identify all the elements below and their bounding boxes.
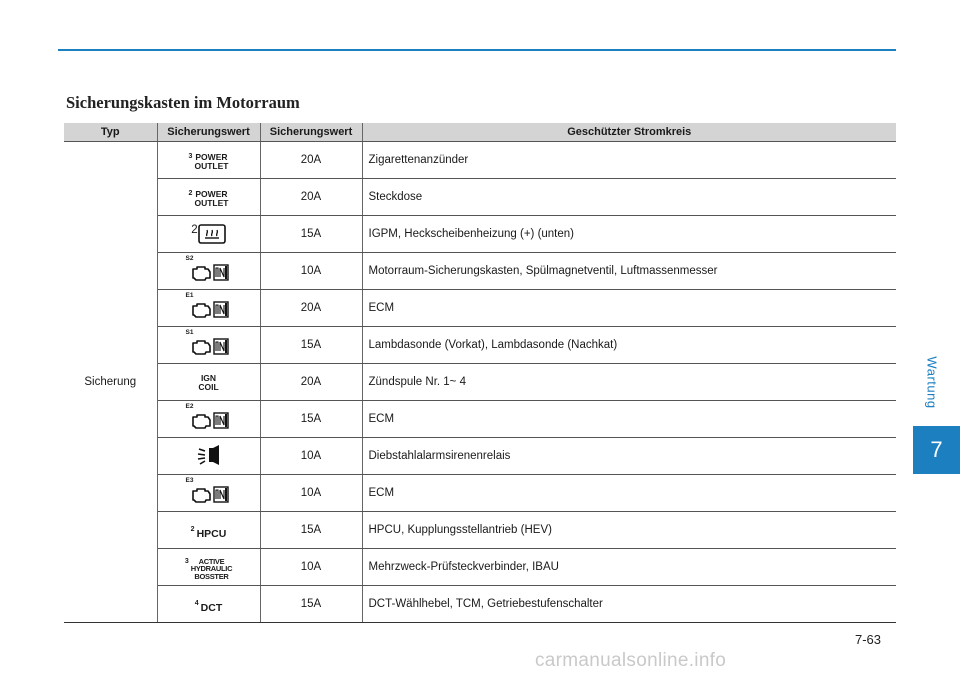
- table-row: [64, 216, 896, 253]
- symbol-label: [196, 527, 227, 540]
- superscript: 3: [184, 557, 189, 565]
- engine-ecu-glyph: [190, 301, 230, 319]
- symbol-cell: [157, 327, 260, 364]
- symbol-label-line: IGN: [200, 373, 217, 383]
- symbol-cell: [157, 401, 260, 438]
- symbol-label-line: POWER: [195, 152, 228, 162]
- fuse-label-symbol: [189, 190, 229, 208]
- superscript: 4: [194, 599, 199, 607]
- fuse-tag: E3: [185, 476, 194, 484]
- fuse-label-symbol: [195, 600, 223, 613]
- symbol-cell: [157, 179, 260, 216]
- symbol-label: [194, 190, 228, 208]
- symbol-label: [198, 374, 218, 392]
- engine-ecu-glyph: [190, 264, 230, 282]
- symbol-cell: [157, 364, 260, 401]
- amps-cell: 15A: [260, 327, 362, 364]
- rear-defroster-icon: [191, 224, 225, 244]
- superscript: 2: [191, 224, 198, 236]
- circuit-cell: Diebstahlalarmsirenenrelais: [362, 438, 896, 475]
- engine-ecu-icon: [186, 329, 232, 359]
- siren-glyph: [197, 444, 221, 466]
- table-row: [64, 142, 896, 179]
- symbol-cell: [157, 475, 260, 512]
- top-rule: [58, 49, 896, 51]
- amps-cell: 10A: [260, 253, 362, 290]
- table-row: [64, 438, 896, 475]
- amps-cell: 15A: [260, 512, 362, 549]
- symbol-cell: [157, 290, 260, 327]
- symbol-cell: [157, 512, 260, 549]
- symbol-label-line: DCT: [200, 601, 223, 614]
- fuse-label-symbol: [185, 558, 232, 581]
- table-row: [64, 475, 896, 512]
- symbol-label-line: BOSSTER: [194, 571, 229, 581]
- symbol-label-line: POWER: [195, 189, 228, 199]
- circuit-cell: DCT-Wählhebel, TCM, Getriebestufenschalter: [362, 586, 896, 623]
- symbol-label-line: HPCU: [196, 527, 227, 540]
- engine-ecu-icon: [186, 292, 232, 322]
- fuse-table: [64, 123, 896, 623]
- symbol-cell: [157, 216, 260, 253]
- symbol-label-line: HYDRAULIC: [190, 564, 233, 574]
- amps-cell: 20A: [260, 290, 362, 327]
- symbol-label-line: OUTLET: [194, 161, 229, 171]
- engine-ecu-icon: [186, 403, 232, 433]
- chapter-label: [918, 340, 946, 424]
- symbol-label: [194, 153, 228, 171]
- engine-ecu-icon: [186, 477, 232, 507]
- defroster-glyph: [198, 224, 226, 244]
- fuse-tag: E2: [185, 402, 194, 410]
- header-typ: Typ: [64, 123, 157, 142]
- engine-ecu-glyph: [190, 486, 230, 504]
- table-row: [64, 290, 896, 327]
- table-row: [64, 179, 896, 216]
- superscript: 2: [188, 190, 193, 197]
- table-header-row: [64, 123, 896, 142]
- fuse-tag: S1: [185, 328, 194, 336]
- table-row: [64, 549, 896, 586]
- symbol-cell: [157, 142, 260, 179]
- table-row: [64, 327, 896, 364]
- superscript: 3: [188, 153, 193, 160]
- section-title: Sicherungskasten im Motorraum: [66, 93, 300, 112]
- fuse-label-symbol: [191, 526, 227, 539]
- engine-ecu-glyph: [190, 412, 230, 430]
- circuit-cell: Zigarettenanzünder: [362, 142, 896, 179]
- type-cell: Sicherung: [64, 142, 157, 623]
- circuit-cell: Lambdasonde (Vorkat), Lambdasonde (Nachkat): [362, 327, 896, 364]
- circuit-cell: Mehrzweck-Prüfsteckverbinder, IBAU: [362, 549, 896, 586]
- fuse-tag: S2: [185, 254, 194, 262]
- table-row: [64, 364, 896, 401]
- symbol-cell: [157, 586, 260, 623]
- circuit-cell: ECM: [362, 475, 896, 512]
- amps-cell: 20A: [260, 142, 362, 179]
- fuse-label-symbol: [198, 374, 218, 392]
- alarm-siren-icon: [197, 444, 221, 466]
- symbol-label: [200, 601, 223, 614]
- circuit-cell: IGPM, Heckscheibenheizung (+) (unten): [362, 216, 896, 253]
- chapter-label-text: Wartung: [924, 355, 940, 409]
- superscript: 2: [190, 525, 195, 533]
- chapter-number-tab: 7: [913, 426, 960, 474]
- amps-cell: 15A: [260, 216, 362, 253]
- amps-cell: 10A: [260, 438, 362, 475]
- circuit-cell: HPCU, Kupplungsstellantrieb (HEV): [362, 512, 896, 549]
- amps-cell: 15A: [260, 401, 362, 438]
- symbol-label-line: OUTLET: [194, 198, 229, 208]
- fuse-tag: E1: [185, 291, 194, 299]
- amps-cell: 20A: [260, 179, 362, 216]
- symbol-label-line: ACTIVE: [198, 556, 225, 566]
- circuit-cell: Motorraum-Sicherungskasten, Spülmagnetventil, Luftmassenmesser: [362, 253, 896, 290]
- amps-cell: 10A: [260, 475, 362, 512]
- header-circuit: Geschützter Stromkreis: [362, 123, 896, 142]
- symbol-cell: [157, 438, 260, 475]
- table-row: [64, 586, 896, 623]
- table-row: [64, 401, 896, 438]
- amps-cell: 15A: [260, 586, 362, 623]
- watermark: carmanualsonline.info: [535, 650, 727, 671]
- circuit-cell: Zündspule Nr. 1~ 4: [362, 364, 896, 401]
- table-row: [64, 253, 896, 290]
- circuit-cell: Steckdose: [362, 179, 896, 216]
- symbol-cell: [157, 253, 260, 290]
- table-row: [64, 512, 896, 549]
- page-number: 7-63: [855, 632, 882, 647]
- engine-ecu-glyph: [190, 338, 230, 356]
- fuse-table-body: [64, 142, 896, 623]
- engine-ecu-icon: [186, 255, 232, 285]
- symbol-label: [191, 558, 232, 581]
- symbol-cell: [157, 549, 260, 586]
- header-amps: Sicherungswert: [260, 123, 362, 142]
- amps-cell: 20A: [260, 364, 362, 401]
- symbol-label-line: COIL: [198, 382, 219, 392]
- circuit-cell: ECM: [362, 401, 896, 438]
- circuit-cell: ECM: [362, 290, 896, 327]
- header-symbol: Sicherungswert: [157, 123, 260, 142]
- amps-cell: 10A: [260, 549, 362, 586]
- fuse-label-symbol: [189, 153, 229, 171]
